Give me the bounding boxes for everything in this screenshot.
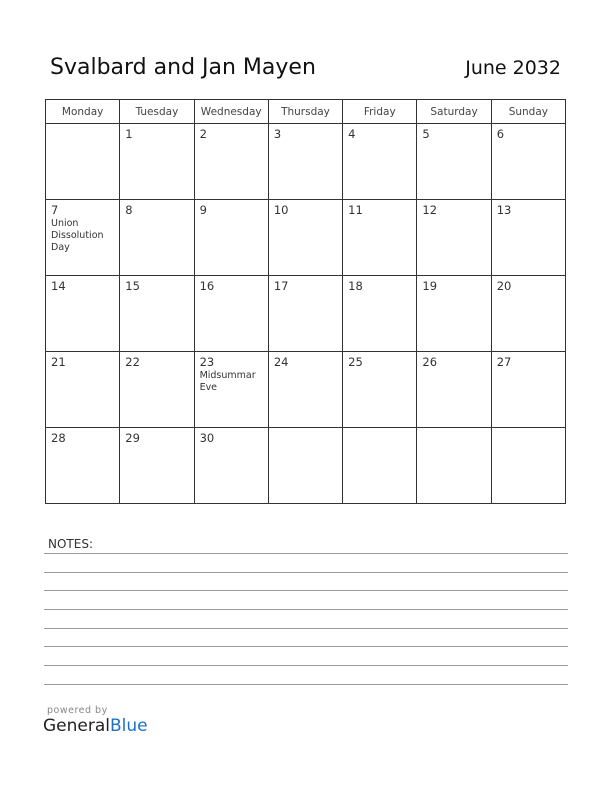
day-number: 1 xyxy=(125,127,133,141)
day-cell xyxy=(120,200,194,276)
day-cell xyxy=(268,428,342,504)
day-number: 28 xyxy=(51,431,66,445)
day-cell xyxy=(343,276,417,352)
day-cell xyxy=(417,124,491,200)
day-number: 19 xyxy=(422,279,438,293)
weekday-monday: Monday xyxy=(46,100,120,124)
day-cell xyxy=(194,428,268,504)
day-number: 30 xyxy=(199,431,215,445)
day-cell xyxy=(194,124,268,200)
day-number: 17 xyxy=(273,279,289,293)
powered-by-label: powered by xyxy=(47,705,108,716)
day-cell xyxy=(120,276,194,352)
holiday-label: Union Dissolution Day xyxy=(51,218,104,253)
brand-general-text: General xyxy=(43,716,110,736)
calendar-grid xyxy=(45,99,566,504)
note-line xyxy=(44,684,568,685)
generalblue-logo xyxy=(43,716,148,736)
week-row xyxy=(46,428,566,504)
calendar-country-title: Svalbard and Jan Mayen xyxy=(50,55,316,80)
note-line xyxy=(44,665,568,666)
day-number: 9 xyxy=(199,203,207,217)
day-cell xyxy=(120,428,194,504)
day-cell xyxy=(268,276,342,352)
day-cell xyxy=(491,124,565,200)
weekday-friday: Friday xyxy=(343,100,417,124)
day-number: 4 xyxy=(348,127,356,141)
day-number: 7 xyxy=(51,203,59,217)
day-cell xyxy=(417,352,491,428)
holiday-label: Midsummar Eve xyxy=(199,370,256,393)
brand-blue-text: Blue xyxy=(110,716,148,736)
weekday-saturday: Saturday xyxy=(417,100,491,124)
day-number: 29 xyxy=(125,431,140,445)
day-cell xyxy=(417,200,491,276)
day-cell xyxy=(120,124,194,200)
day-number: 5 xyxy=(422,127,430,141)
note-line xyxy=(44,572,568,573)
day-number: 16 xyxy=(199,279,215,293)
week-row xyxy=(46,200,566,276)
day-number: 20 xyxy=(496,279,512,293)
day-cell xyxy=(343,200,417,276)
day-cell xyxy=(343,428,417,504)
day-number: 2 xyxy=(199,127,207,141)
day-number: 27 xyxy=(496,355,512,369)
day-cell xyxy=(46,200,120,276)
note-line xyxy=(44,628,568,629)
week-row xyxy=(46,124,566,200)
day-number: 8 xyxy=(125,203,133,217)
day-cell xyxy=(343,124,417,200)
day-number: 18 xyxy=(348,279,363,293)
day-cell xyxy=(343,352,417,428)
day-cell xyxy=(268,124,342,200)
day-number: 26 xyxy=(422,355,438,369)
day-number: 24 xyxy=(273,355,289,369)
day-cell xyxy=(491,276,565,352)
note-line xyxy=(44,609,568,610)
day-number: 12 xyxy=(422,203,438,217)
day-number: 22 xyxy=(125,355,140,369)
day-cell xyxy=(46,124,120,200)
day-number: 21 xyxy=(51,355,66,369)
day-number: 23 xyxy=(199,355,215,369)
week-row xyxy=(46,352,566,428)
note-line xyxy=(44,553,568,554)
day-cell xyxy=(46,352,120,428)
notes-label: NOTES: xyxy=(48,537,93,551)
day-number: 3 xyxy=(273,127,282,141)
day-cell xyxy=(46,428,120,504)
day-cell xyxy=(417,428,491,504)
weekday-thursday: Thursday xyxy=(268,100,342,124)
calendar-month-title: June 2032 xyxy=(465,57,561,79)
day-cell xyxy=(491,428,565,504)
weekday-sunday: Sunday xyxy=(491,100,565,124)
day-cell xyxy=(194,352,268,428)
day-number: 13 xyxy=(496,203,512,217)
day-cell xyxy=(120,352,194,428)
week-row xyxy=(46,276,566,352)
day-number: 10 xyxy=(273,203,289,217)
day-cell xyxy=(491,352,565,428)
day-cell xyxy=(268,352,342,428)
day-cell xyxy=(491,200,565,276)
day-number: 15 xyxy=(125,279,140,293)
day-cell xyxy=(194,200,268,276)
day-cell xyxy=(194,276,268,352)
day-number: 14 xyxy=(51,279,66,293)
day-cell xyxy=(417,276,491,352)
weekday-header-row xyxy=(46,100,566,124)
day-number: 6 xyxy=(496,127,505,141)
day-cell xyxy=(46,276,120,352)
weekday-wednesday: Wednesday xyxy=(194,100,268,124)
note-line xyxy=(44,646,568,647)
day-number: 25 xyxy=(348,355,363,369)
day-number: 11 xyxy=(348,203,363,217)
note-line xyxy=(44,590,568,591)
weekday-tuesday: Tuesday xyxy=(120,100,194,124)
day-cell xyxy=(268,200,342,276)
